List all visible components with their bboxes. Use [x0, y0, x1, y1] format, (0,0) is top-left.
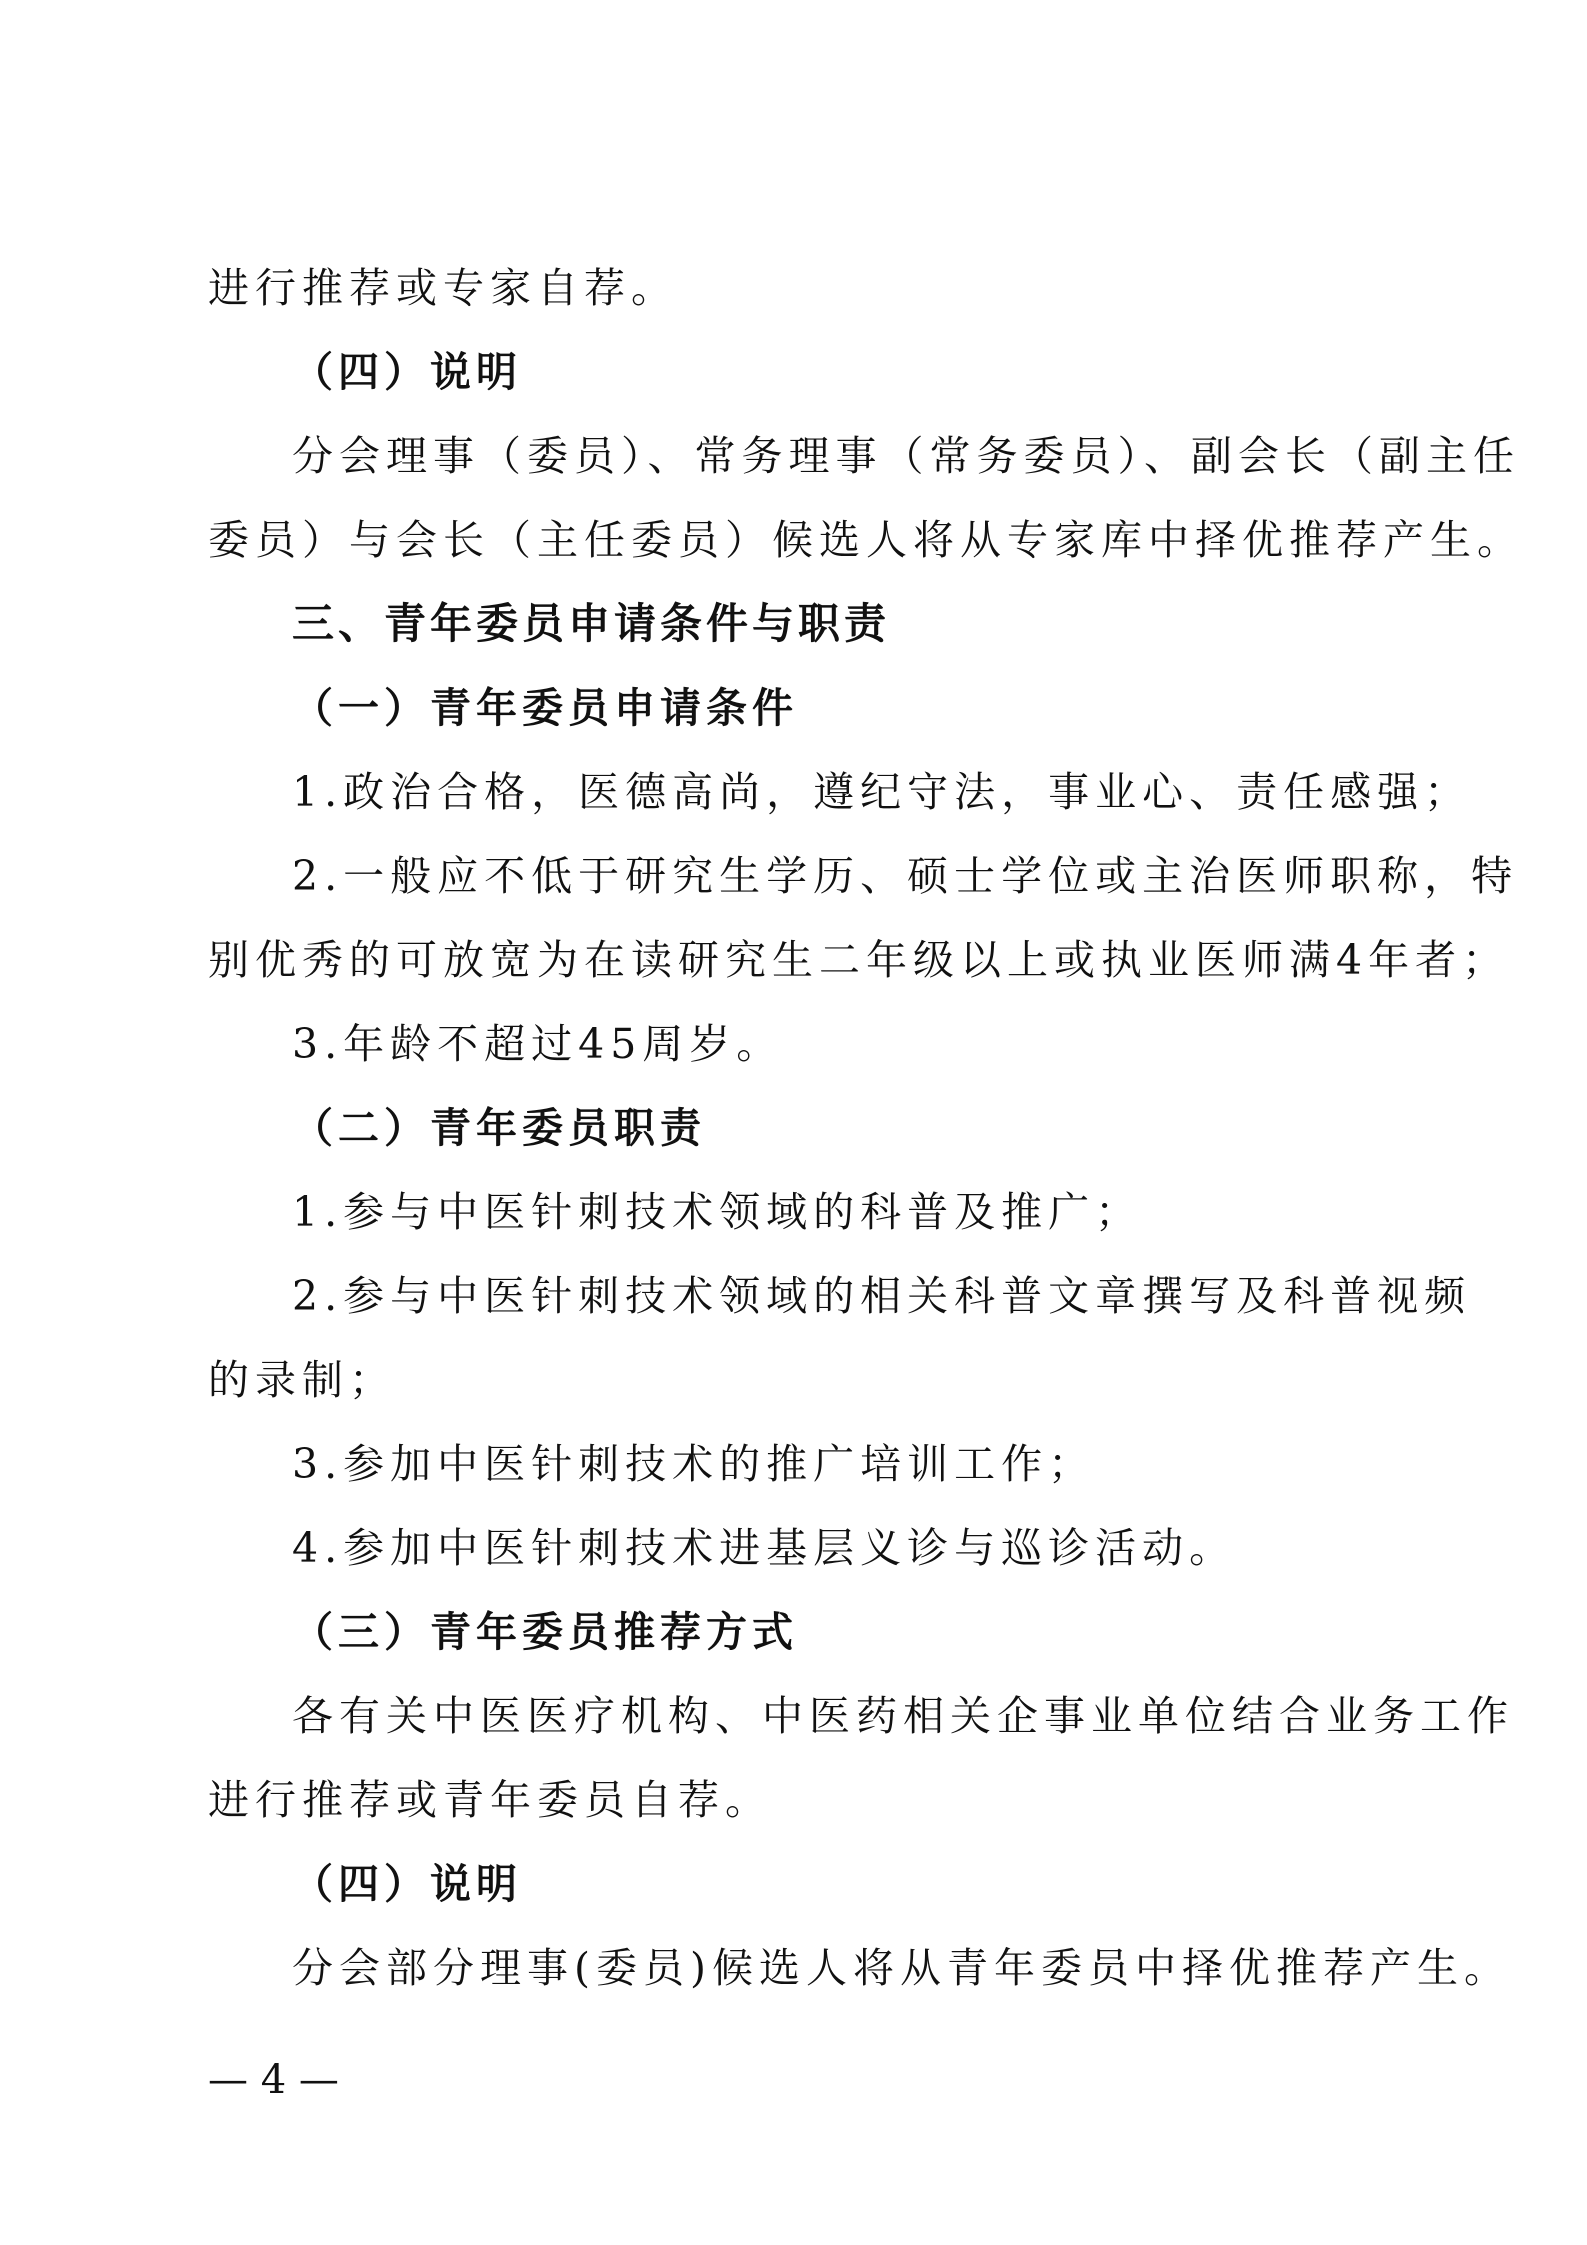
text-line: 2.一般应不低于研究生学历、硕士学位或主治医师职称，特 — [292, 852, 1519, 900]
text-line: 的录制； — [208, 1356, 396, 1404]
section-heading: 三、青年委员申请条件与职责 — [292, 599, 891, 648]
subheading: （二）青年委员职责 — [292, 1104, 706, 1152]
text-line: 进行推荐或专家自荐。 — [208, 264, 678, 312]
text-line: 1.政治合格，医德高尚，遵纪守法，事业心、责任感强； — [292, 768, 1472, 816]
subheading: （四）说明 — [292, 348, 522, 396]
text-line: 进行推荐或青年委员自荐。 — [208, 1776, 772, 1824]
text-line: 2.参与中医针刺技术领域的相关科普文章撰写及科普视频 — [292, 1272, 1472, 1320]
text-line: 3.年龄不超过45周岁。 — [292, 1020, 784, 1068]
subheading: （三）青年委员推荐方式 — [292, 1608, 798, 1656]
text-line: 委员）与会长（主任委员）候选人将从专家库中择优推荐产生。 — [208, 516, 1524, 564]
page-number: — 4 — — [208, 2057, 339, 2103]
text-line: 4.参加中医针刺技术进基层义诊与巡诊活动。 — [292, 1524, 1237, 1572]
subheading: （四）说明 — [292, 1860, 522, 1908]
text-line: 3.参加中医针刺技术的推广培训工作； — [292, 1440, 1096, 1488]
text-line: 分会理事（委员）、常务理事（常务委员）、副会长（副主任 — [292, 432, 1520, 480]
text-line: 1.参与中医针刺技术领域的科普及推广； — [292, 1188, 1143, 1236]
text-line: 各有关中医医疗机构、中医药相关企事业单位结合业务工作 — [292, 1692, 1514, 1740]
text-line: 别优秀的可放宽为在读研究生二年级以上或执业医师满4年者； — [208, 936, 1510, 984]
subheading: （一）青年委员申请条件 — [292, 684, 798, 732]
text-line: 分会部分理事(委员)候选人将从青年委员中择优推荐产生。 — [292, 1944, 1511, 1992]
